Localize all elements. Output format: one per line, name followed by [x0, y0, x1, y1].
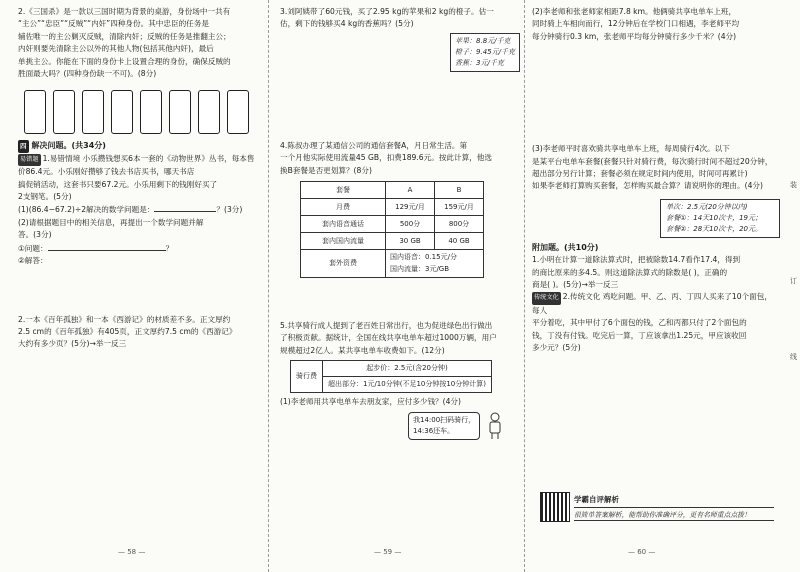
table-row: 月费 129元/月 159元/月 — [301, 199, 484, 216]
section-heading — [18, 140, 260, 152]
answer-space[interactable] — [280, 74, 520, 140]
table-row: 骑行费 起步价：2.5元(含20分钟) — [291, 361, 492, 377]
extra2-line: 钱，丁没有付钱。吃完后一算，丁应该拿出1.25元，甲应该收回 — [532, 330, 747, 340]
table-row: 超出部分：1元/10分钟(不足10分钟按10分钟计算) — [291, 377, 492, 393]
qr-title: 学霸自评解析 — [574, 495, 619, 504]
q2b-line: 2.一本《百年孤独》和一本《西游记》的材质差不多。正文厚约 — [18, 314, 231, 324]
binding-mark: 订 — [790, 277, 797, 285]
identity-cards — [24, 90, 260, 134]
q1-sub2-line: 答。(3分) — [18, 230, 52, 240]
q5-sub2-line: 同时骑上车相向而行，12分钟后在学校门口相遇，李老师平均 — [532, 19, 740, 29]
q2-line: “主公”“忠臣”“反贼”“内奸”四种身份。其中忠臣的任务是 — [18, 19, 209, 29]
column-right — [532, 6, 778, 355]
extra2-line: 传统文化 2.传统文化 鸡吃问题。甲、乙、丙、丁四人买来了10个面包，每人 — [532, 292, 772, 315]
price-list — [450, 33, 520, 72]
q4-line: 换B套餐是否更划算？(8分) — [280, 165, 372, 175]
q2b-line: 2.5 cm的《百年孤独》有405页，正文厚约7.5 cm的《西游记》 — [18, 326, 237, 336]
page-number: — 60 — — [628, 548, 656, 556]
culture-tag: 传统文化 — [532, 292, 561, 304]
q5-line: 了积极贡献。据统计，全国在线共享电单车超过1000万辆，用户 — [280, 333, 497, 343]
page-number: — 59 — — [374, 548, 402, 556]
q3-line: 3.刘阿姨带了60元钱，买了2.95 kg的苹果和2 kg的橙子。估一 — [280, 7, 494, 16]
column-divider-2 — [524, 0, 526, 572]
q1-line: 搞促销活动，这套书只要67.2元。小乐用剩下的钱刚好买了 — [18, 179, 218, 189]
q2-line: 单挑主公。你能在下面的身份卡上设置合理的身份，确保反贼的 — [18, 56, 231, 66]
extra1-line: 商是( )。(5分)→举一反三 — [532, 280, 619, 290]
extra-section-title: 附加题。(共10分) — [532, 242, 599, 252]
q1-question: ①问题： ？ — [18, 243, 174, 253]
q1-sub1: (1)(86.4−67.2)÷2解决的数学问题是： ？(3分) — [18, 205, 243, 215]
identity-card[interactable] — [169, 90, 191, 134]
identity-card[interactable] — [82, 90, 104, 134]
column-left — [18, 6, 260, 351]
q4-line: 一个月他实际使用流量45 GB，扣费189.6元。按此计算，他选 — [280, 153, 492, 163]
q5-sub1: (1)李老师用共享电单车去朋友家，应付多少钱？(4分) — [280, 397, 461, 407]
q5-sub3-line: (3)李老师平时喜欢骑共享电单车上班，每周骑行4次。以下 — [532, 144, 730, 154]
identity-card[interactable] — [140, 90, 162, 134]
q2-line: 2.《三国杀》是一款以三国时期为背景的桌游，身份场中一共有 — [18, 7, 231, 16]
q5-sub3-line: 超出部分另行计算；套餐必须在规定时间内使用，时间可再累计) — [532, 169, 748, 179]
q2b-line: 大约有多少页？(5分)→举一反三 — [18, 339, 127, 349]
binding-mark: 线 — [790, 353, 797, 361]
extra2-line: 多少元？(5分) — [532, 343, 581, 353]
q3-line: 估，剩下的钱够买4 kg的香蕉吗？(5分) — [280, 19, 414, 29]
q1-line: 2支钢笔。(5分) — [18, 192, 72, 202]
binding-mark: 装 — [790, 181, 797, 189]
extra2-line: 平分着吃，其中甲付了6个面包的钱，乙和丙都只付了2个面包的 — [532, 318, 747, 328]
extra1-line: 的商比原来的多4.5。则这道除法算式的除数是( )，正确的 — [532, 267, 728, 277]
identity-card[interactable] — [53, 90, 75, 134]
answer-space[interactable] — [280, 282, 520, 320]
extra1-line: 1.小明在计算一道除法算式时，把被除数14.7看作17.4，得到 — [532, 255, 741, 265]
identity-card[interactable] — [24, 90, 46, 134]
q2-line: 胜面最大吗？(四种身份缺一不可)。(8分) — [18, 69, 157, 79]
q2-line: 内奸则要先清除主公以外的其他人物(包括其他内奸)，最后 — [18, 44, 214, 54]
answer-blank[interactable] — [48, 242, 166, 251]
page-number: — 58 — — [118, 548, 146, 556]
section-number-icon: 四 — [18, 140, 29, 152]
fee-table — [290, 360, 492, 393]
q5-sub3-line: 是某平台电单车套餐(套餐只针对骑行费，每次骑行时间不超过20分钟， — [532, 156, 773, 166]
column-middle — [280, 6, 520, 440]
identity-card[interactable] — [111, 90, 133, 134]
identity-card[interactable] — [227, 90, 249, 134]
table-row: 套外资费 国内语音：0.15元/分 国内流量：3元/GB — [301, 250, 484, 278]
q1-line: 价86.4元。小乐刚好攒够了钱去书店买书，哪天书店 — [18, 167, 195, 177]
price-apple: 苹果：8.8元/千克 — [455, 36, 511, 45]
answer-space[interactable] — [532, 43, 778, 143]
q5-line: 规模超过2亿人。某共享电单车收费如下。(12分) — [280, 345, 445, 355]
answer-blank[interactable] — [154, 203, 216, 212]
package-table — [300, 181, 484, 278]
column-divider-1 — [268, 0, 270, 572]
teacher-figure-icon — [487, 412, 503, 440]
answer-space[interactable] — [18, 268, 260, 314]
error-prone-tag: 易错题 — [18, 154, 41, 166]
section-title: 解决问题。(共34分) — [31, 141, 106, 151]
qr-code-icon[interactable] — [540, 492, 570, 522]
identity-card[interactable] — [198, 90, 220, 134]
price-banana: 香蕉：3元/千克 — [455, 58, 504, 67]
q5-sub2-line: (2)李老师和张老师家相距7.8 km。他俩骑共享电单车上班， — [532, 7, 737, 16]
q2-line: 辅佐唯一的主公剿灭反贼，清除内奸；反贼的任务是推翻主公； — [18, 31, 231, 41]
price-orange: 橙子：9.45元/千克 — [455, 47, 515, 56]
speech-area — [408, 412, 520, 440]
q1-sub2-line: (2)请根据题目中的相关信息，再提出一个数学问题并解 — [18, 217, 204, 227]
q1-line: 易错题 1.易错情境 小乐攒钱想买6本一套的《动物世界》丛书，每本售 — [18, 153, 260, 166]
q5-line: 5.共享骑行成人提到了老百姓日常出行，也为促进绿色出行做出 — [280, 320, 493, 330]
table-row: 套餐 A B — [301, 182, 484, 199]
qr-description: 很简单答案解析，能帮助你准确评分，更有名师重点点拨！ — [574, 507, 774, 521]
q1-answer: ②解答： — [18, 256, 48, 266]
speech-bubble: 我14:00扫码骑行， 14:36还车。 — [408, 412, 480, 440]
package-rules: 单次：2.5元(20分钟以内) 套餐①：14天10次卡，19元； 套餐②：28天10次卡，20元。 — [660, 199, 780, 238]
q5-sub3-line: 如果李老师打算购买套餐，怎样购买最合算？请说明你的理由。(4分) — [532, 181, 763, 191]
table-row: 套内国内流量 30 GB 40 GB — [301, 233, 484, 250]
q5-sub2-line: 每分钟骑行0.3 km，张老师平均每分钟骑行多少千米？(4分) — [532, 31, 737, 41]
table-row: 套内语音通话 500分 800分 — [301, 216, 484, 233]
q4-line: 4.陈叔办理了某通信公司的通信套餐A，月日常生活。第 — [280, 140, 468, 150]
